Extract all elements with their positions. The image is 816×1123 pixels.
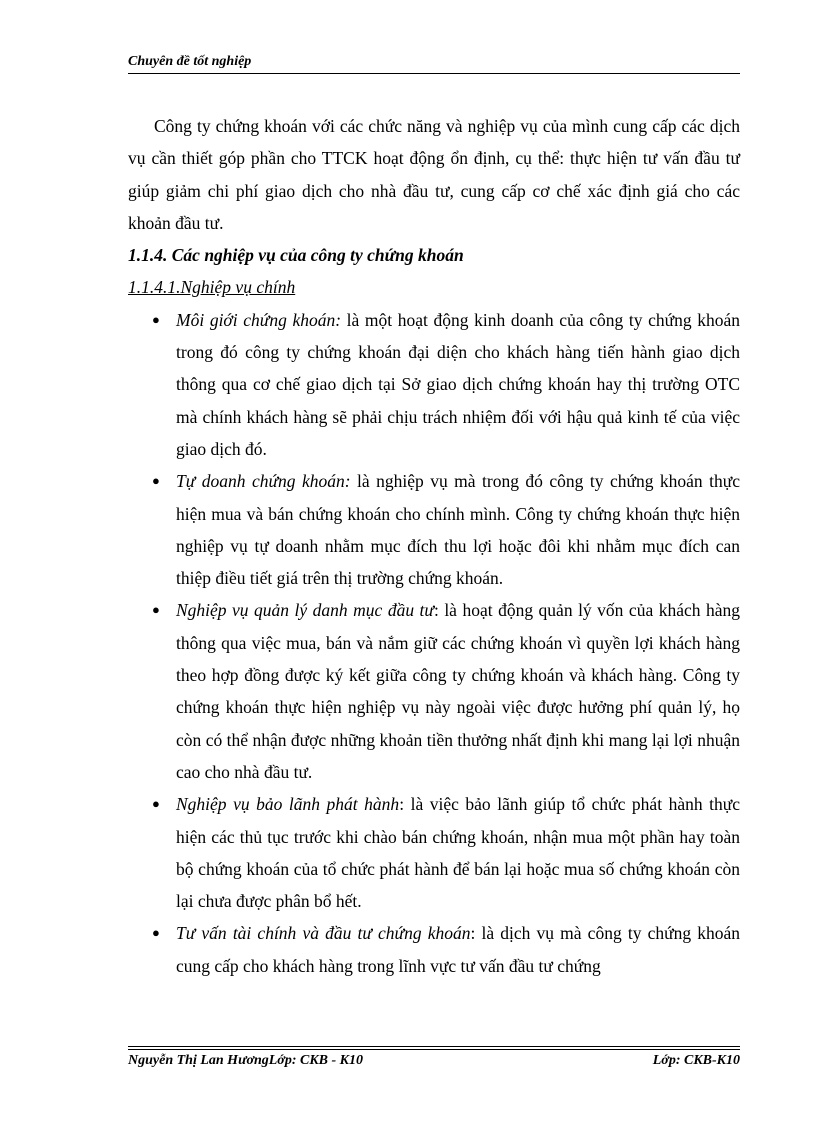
list-item-term: Tư vấn tài chính và đầu tư chứng khoán bbox=[176, 923, 471, 944]
section-heading: 1.1.4. Các nghiệp vụ của công ty chứng khoán bbox=[128, 245, 464, 266]
list-item-term: Nghiệp vụ quản lý danh mục đầu tư bbox=[176, 600, 434, 621]
footer-class: Lớp: CKB-K10 bbox=[652, 1053, 740, 1068]
intro-paragraph: Công ty chứng khoán với các chức năng và nghiệp vụ của mình cung cấp các dịch vụ cần thiết góp phần cho TTCK hoạt động ổn định, cụ thể: thực hiện tư vấn đầu tư giúp giảm chi phí giao dịch cho nhà đầu tư, cung cấp cơ chế xác định giá cho các khoản đầu tư. bbox=[128, 116, 740, 233]
list-item bbox=[128, 594, 740, 788]
footer-divider-bottom bbox=[128, 1049, 740, 1050]
list-item bbox=[128, 788, 740, 917]
list-item bbox=[128, 917, 740, 982]
list-item bbox=[128, 304, 740, 465]
list-item-text: : là việc bảo lãnh giúp tổ chức phát hành thực hiện các thủ tục trước khi chào bán chứng khoán, nhận mua một phần hay toàn bộ chứng khoán của tổ chức phát hành để bán lại hoặc mua số chứng khoán còn lại chưa được phân bổ hết. bbox=[176, 794, 740, 912]
page-footer bbox=[128, 1053, 740, 1069]
bullet-icon: ● bbox=[152, 602, 160, 618]
document-body bbox=[128, 110, 740, 982]
list-item-text: là một hoạt động kinh doanh của công ty chứng khoán trong đó công ty chứng khoán đại diện cho khách hàng tiến hành giao dịch thông qua cơ chế giao dịch tại Sở giao dịch chứng khoán hay thị trường OTC mà chính khách hàng sẽ phải chịu trách nhiệm đối với hậu quả kinh tế của việc giao dịch đó. bbox=[176, 309, 740, 459]
bullet-icon: ● bbox=[152, 311, 160, 327]
list-item-term: Môi giới chứng khoán: bbox=[176, 309, 342, 330]
bullet-icon: ● bbox=[152, 796, 160, 812]
page-header: Chuyên đề tốt nghiệp bbox=[128, 54, 252, 69]
list-item-text: : là dịch vụ mà công ty chứng khoán cung cấp cho khách hàng trong lĩnh vực tư vấn đầu tư chứng bbox=[176, 923, 740, 976]
list-item bbox=[128, 465, 740, 594]
list-item-term: Nghiệp vụ bảo lãnh phát hành bbox=[176, 794, 400, 815]
list-item-text: là nghiệp vụ mà trong đó công ty chứng khoán thực hiện mua và bán chứng khoán cho chính mình. Công ty chứng khoán thực hiện nghiệp vụ tự doanh nhằm mục đích thu lợi hoặc đôi khi nhằm mục đích can thiệp điều tiết giá trên thị trường chứng khoán. bbox=[176, 471, 741, 589]
duties-list bbox=[128, 304, 740, 982]
list-item-text: : là hoạt động quản lý vốn của khách hàng thông qua việc mua, bán và nắm giữ các chứng khoán vì quyền lợi khách hàng theo hợp đồng được ký kết giữa công ty chứng khoán và khách hàng. Công ty chứng khoán thực hiện nghiệp vụ này ngoài việc được hưởng phí quản lý, họ còn có thể nhận được những khoản tiền thưởng nhất định khi mang lại lợi nhuận cao cho nhà đầu tư. bbox=[176, 600, 740, 782]
bullet-icon: ● bbox=[152, 473, 160, 489]
subsection-heading: 1.1.4.1.Nghiệp vụ chính bbox=[128, 277, 296, 298]
footer-author: Nguyễn Thị Lan HươngLớp: CKB - K10 bbox=[128, 1053, 363, 1068]
footer-divider-top bbox=[128, 1046, 740, 1047]
bullet-icon: ● bbox=[152, 925, 160, 941]
list-item-term: Tự doanh chứng khoán: bbox=[176, 471, 351, 492]
header-divider bbox=[128, 73, 740, 74]
